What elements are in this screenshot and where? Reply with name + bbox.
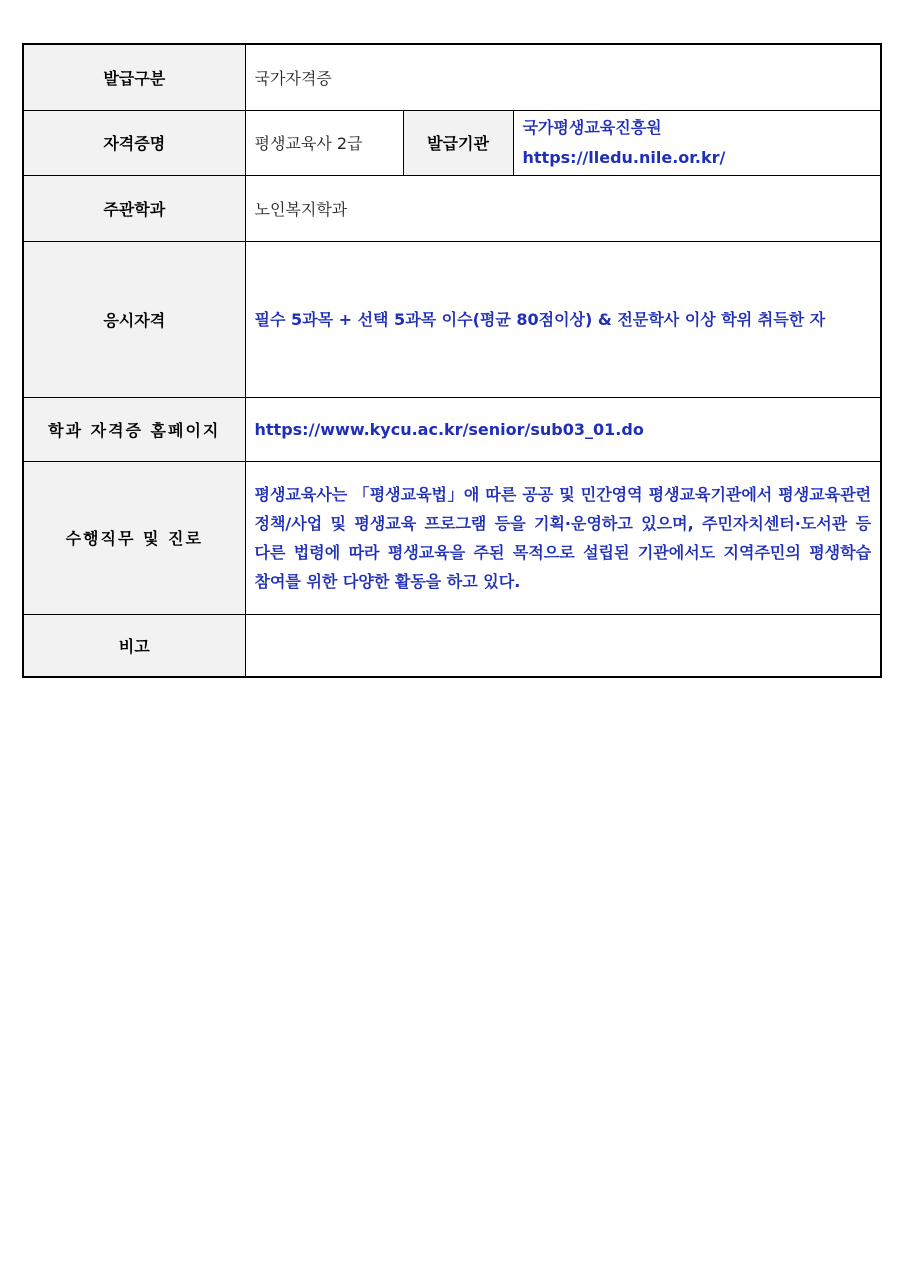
duties-label: 수행직무 및 진로 xyxy=(23,461,245,614)
remarks-label: 비고 xyxy=(23,614,245,677)
homepage-label: 학과 자격증 홈페이지 xyxy=(23,397,245,461)
issuer-url-link[interactable]: https://lledu.nile.or.kr/ xyxy=(522,147,726,167)
issuer-label: 발급기관 xyxy=(403,110,513,175)
row-homepage xyxy=(23,397,881,461)
issue-type-value: 국가자격증 xyxy=(245,44,881,110)
homepage-link[interactable]: https://www.kycu.ac.kr/senior/sub03_01.do xyxy=(245,397,881,461)
row-cert-name xyxy=(23,110,881,175)
issue-type-label: 발급구분 xyxy=(23,44,245,110)
cert-name-value: 평생교육사 2급 xyxy=(245,110,403,175)
cert-name-label: 자격증명 xyxy=(23,110,245,175)
eligibility-value: 필수 5과목 + 선택 5과목 이수(평균 80점이상) & 전문학사 이상 학위 취득한 자 xyxy=(245,241,881,397)
certificate-info-table xyxy=(22,43,882,678)
row-eligibility xyxy=(23,241,881,397)
issuer-name: 국가평생교육진흥원 xyxy=(522,117,662,137)
department-label: 주관학과 xyxy=(23,175,245,241)
eligibility-label: 응시자격 xyxy=(23,241,245,397)
row-department xyxy=(23,175,881,241)
issuer-cell xyxy=(513,110,881,175)
remarks-value xyxy=(245,614,881,677)
row-duties xyxy=(23,461,881,614)
duties-value: 평생교육사는 「평생교육법」애 따른 공공 및 민간영역 평생교육기관에서 평생교육관련 정책/사업 및 평생교육 프로그램 등을 기획·운영하고 있으며, 주민자치센터·도서관 등 다른 법령에 따라 평생교육을 주된 목적으로 설립된 기관에서도 지역주민의 평생학습 참여를 위한 다양한 활동을 하고 있다. xyxy=(245,461,881,614)
row-issue-type xyxy=(23,44,881,110)
row-remarks xyxy=(23,614,881,677)
department-value: 노인복지학과 xyxy=(245,175,881,241)
